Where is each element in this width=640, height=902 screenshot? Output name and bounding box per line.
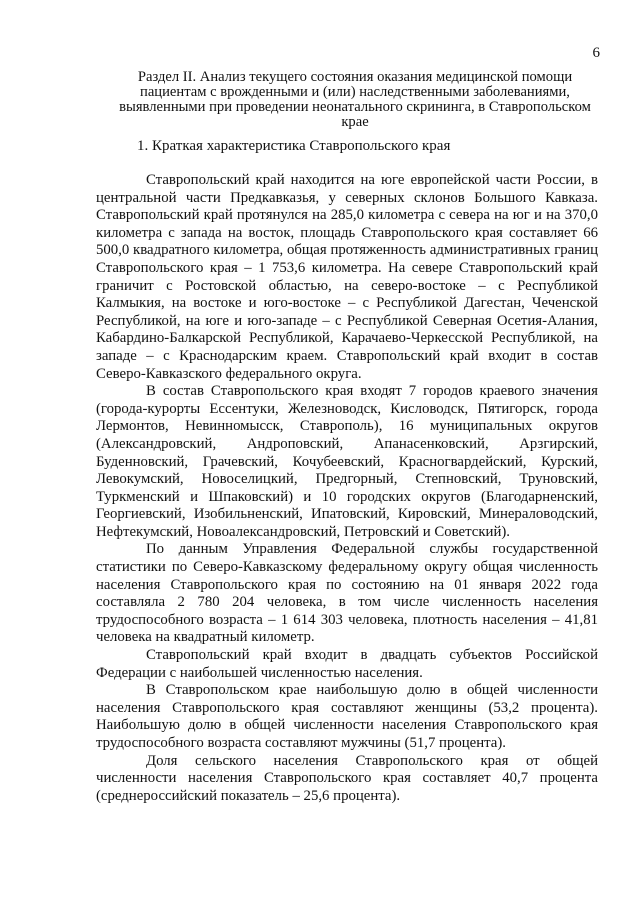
document-body <box>96 172 598 805</box>
paragraph-gender-distribution: В Ставропольском крае наибольшую долю в общей численности населения Ставропольского края составляют женщины (53,2 процента). Наибольшую долю в общей численности населения Ставропольского края трудоспособного возраста составляют мужчины (51,7 процента). <box>96 682 598 751</box>
subsection-title: 1. Краткая характеристика Ставропольского края <box>137 138 451 154</box>
paragraph-rural-population: Доля сельского населения Ставропольского края от общей численности населения Ставропольского края составляет 40,7 процента (среднероссийский показатель – 25,6 процента). <box>96 752 598 804</box>
paragraph-population-statistics: По данным Управления Федеральной службы государственной статистики по Северо-Кавказскому федеральному округу общая численность населения Ставропольского края по состоянию на 01 января 2022 года составляла 2 780 204 человека, в том числе численность населения трудоспособного возраста – 1 614 303 человека, плотность населения – 41,81 человека на квадратный километр. <box>96 541 598 646</box>
paragraph-administrative-units: В состав Ставропольского края входят 7 городов краевого значения (города-курорты Ессентуки, Железноводск, Кисловодск, Пятигорск, города Лермонтов, Невинномысск, Ставрополь), 16 муниципальных округов (Александровский, Андроповский, Апанасенковский, Арзгирский, Буденновский, Грачевский, Кочубеевский, Красногвардейский, Курский, Левокумский, Новоселицкий, Предгорный, Степновский, Труновский, Туркменский и Шпаковский) и 10 городских округов (Благодарненский, Георгиевский, Изобильненский, Ипатовский, Кировский, Минераловодский, Нефтекумский, Новоалександровский, Петровский и Советский). <box>96 383 598 540</box>
paragraph-geography: Ставропольский край находится на юге европейской части России, в центральной части Предкавказья, у северных склонов Большого Кавказа. Ставропольский край протянулся на 285,0 километра с севера на юг и на 370,0 километра с запада на восток, площадь Ставропольского края составляет 66 500,0 квадратного километра, общая протяженность административных границ Ставропольского края – 1 753,6 километра. На севере Ставропольский край граничит с Ростовской областью, на северо-востоке – с Республикой Калмыкия, на востоке и юго-востоке – с Республикой Дагестан, Чеченской Республикой, на юге и юго-западе – с Республикой Северная Осетия-Алания, Кабардино-Балкарской Республикой, Карачаево-Черкесской Республикой, на западе – с Краснодарским краем. Ставропольский край входит в состав Северо-Кавказского федерального округа. <box>96 172 598 382</box>
page-number: 6 <box>592 45 600 61</box>
section-heading: Раздел II. Анализ текущего состояния оказания медицинской помощи пациентам с врожденными и (или) наследственными заболеваниями, выявленными при проведении неонатального скрининга, в Ставропольском крае <box>119 69 591 130</box>
paragraph-population-rank: Ставропольский край входит в двадцать субъектов Российской Федерации с наибольшей численностью населения. <box>96 647 598 681</box>
